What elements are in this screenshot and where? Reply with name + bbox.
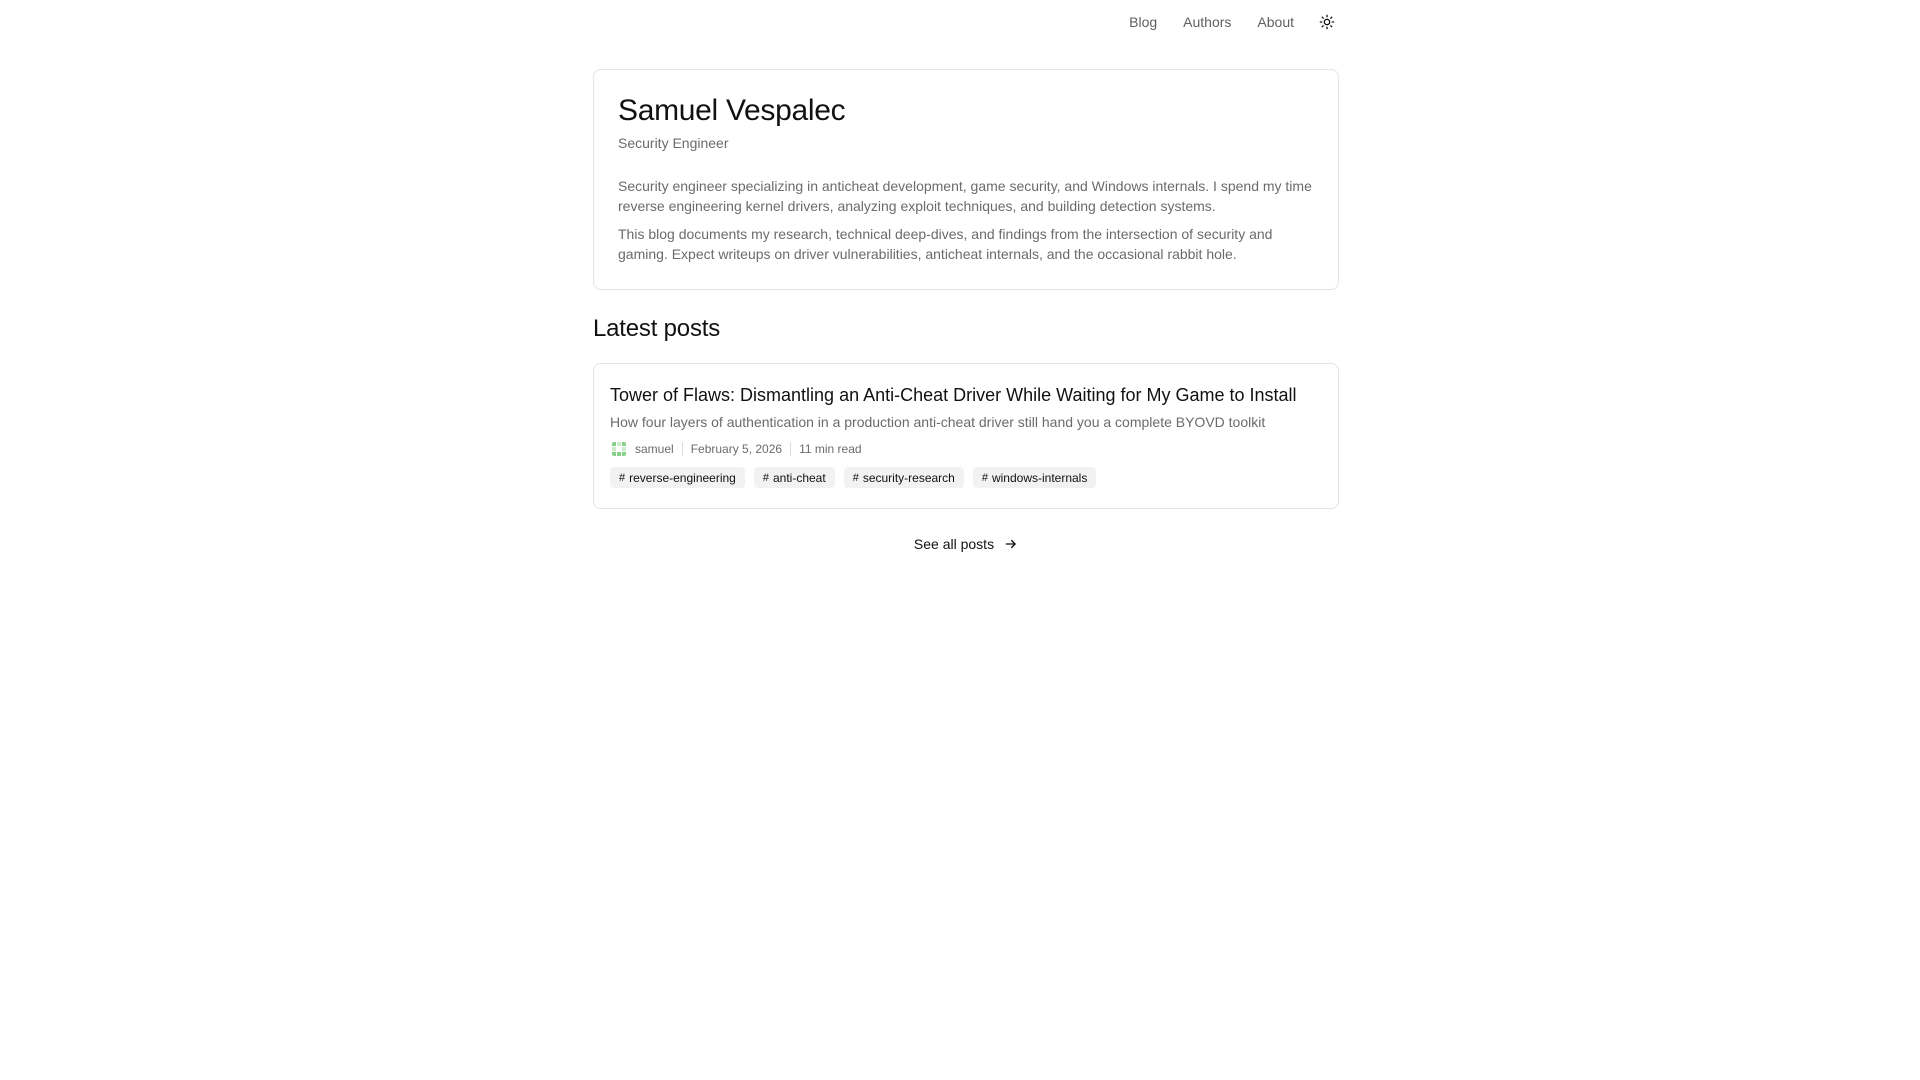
nav-link-blog[interactable]: Blog [1129,14,1158,30]
post-meta [610,439,1322,459]
top-navigation [593,0,1338,44]
meta-divider [682,442,683,456]
author-name: Samuel Vespalec [618,94,846,127]
hash-icon: # [981,471,988,484]
post-read-time: 11 min read [799,442,862,456]
hash-icon: # [619,471,626,484]
bio-paragraph: This blog documents my research, technical deep-dives, and findings from the intersection of security and gaming. Expect writeups on driver vulnerabilities, anticheat internals, and the occasional rabbit hole. [618,226,1273,262]
tag-label: reverse-engineering [629,470,736,485]
arrow-right-icon [1004,537,1018,551]
tag-label: security-research [862,470,955,485]
nav-link-about[interactable]: About [1257,14,1294,30]
bio-paragraph: Security engineer specializing in anticheat development, game security, and Windows internals. I spend my time reverse engineering kernel drivers, analyzing exploit techniques, and building detection systems. [618,178,1312,214]
nav-link-authors[interactable]: Authors [1183,14,1232,30]
post-excerpt: How four layers of authentication in a production anti-cheat driver still hand you a complete BYOVD toolkit [610,414,1266,430]
see-all-posts-label: See all posts [913,536,995,552]
theme-toggle-button[interactable] [1316,11,1338,33]
tag-windows-internals[interactable] [973,467,1097,488]
post-tags [610,467,1322,488]
tag-security-research[interactable] [844,467,964,488]
meta-divider [790,442,791,456]
tag-label: windows-internals [991,470,1088,485]
tag-anti-cheat[interactable] [754,467,835,488]
post-date: February 5, 2026 [690,442,783,456]
tag-reverse-engineering[interactable] [610,467,745,488]
author-avatar-icon [610,440,628,458]
hash-icon: # [762,471,769,484]
tag-label: anti-cheat [772,470,826,485]
post-author[interactable]: samuel [635,442,674,456]
post-title[interactable]: Tower of Flaws: Dismantling an Anti-Cheat Driver While Waiting for My Game to Install [610,385,1297,405]
author-role: Security Engineer [618,135,729,151]
see-all-posts-link[interactable] [912,532,1020,556]
latest-posts-heading: Latest posts [593,315,721,342]
hash-icon: # [852,471,859,484]
author-bio [618,176,1314,264]
post-card[interactable] [593,363,1339,509]
sun-icon [1319,14,1335,30]
author-profile-card [593,69,1339,290]
